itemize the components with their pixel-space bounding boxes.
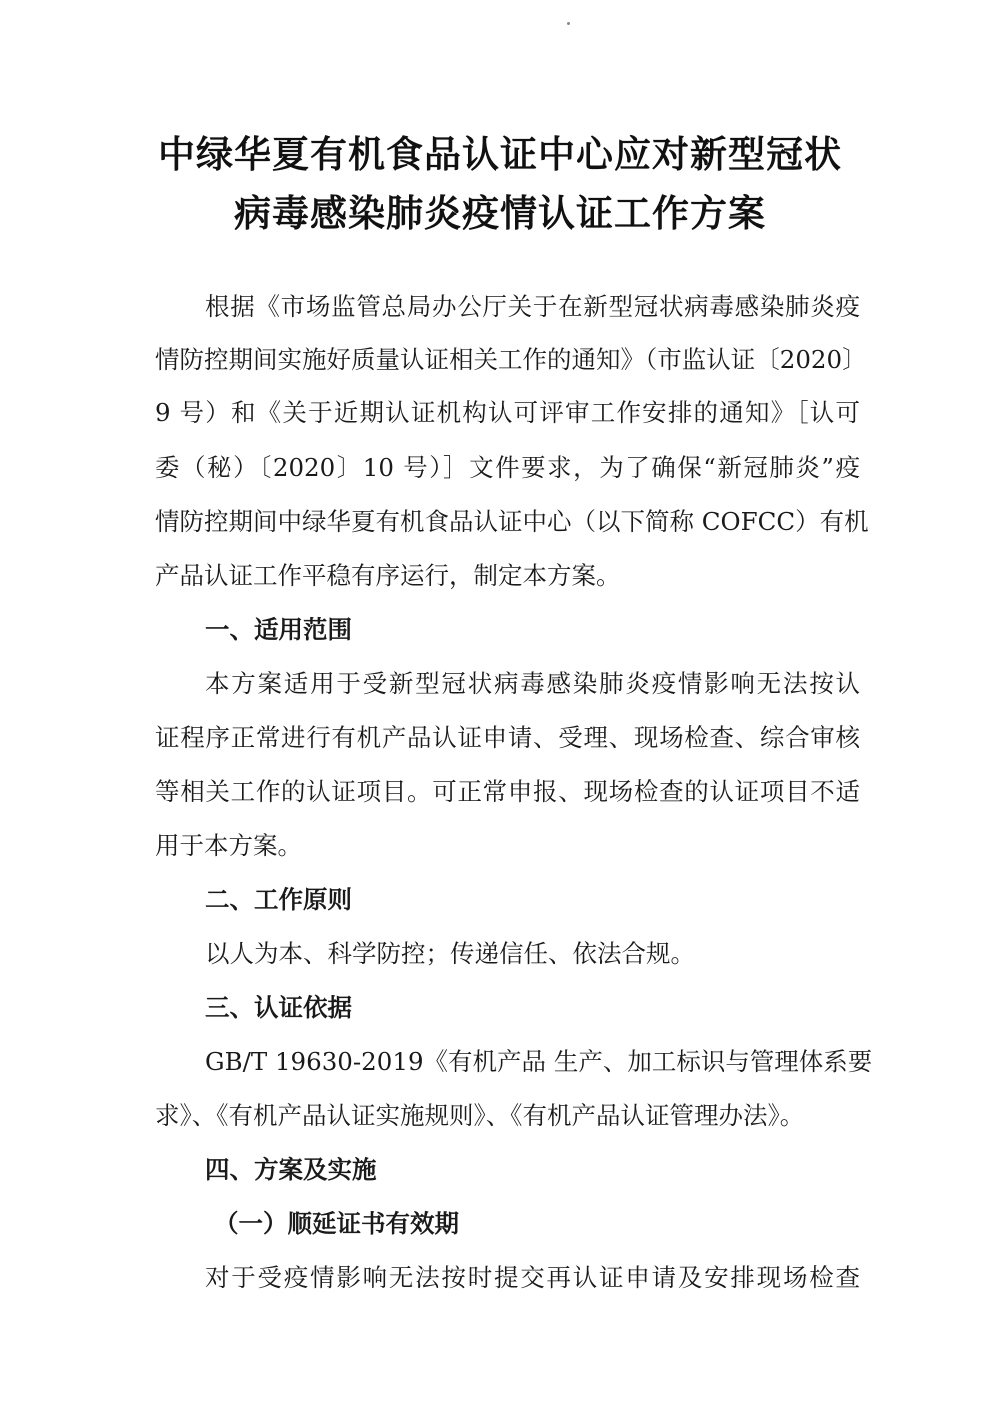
- section-heading-principles: 二、工作原则: [205, 885, 352, 914]
- intro-line: 产品认证工作平稳有序运行，制定本方案。: [155, 561, 621, 590]
- principles-line: 以人为本、科学防控；传递信任、依法合规。: [205, 939, 695, 968]
- extension-line: 对于受疫情影响无法按时提交再认证申请及安排现场检查: [205, 1263, 860, 1292]
- basis-line: GB/T 19630-2019《有机产品 生产、加工标识与管理体系要: [205, 1047, 873, 1076]
- section-heading-scope: 一、适用范围: [205, 615, 352, 644]
- subsection-heading-certificate-extension: （一）顺延证书有效期: [214, 1209, 459, 1238]
- basis-line: 求》、《有机产品认证实施规则》、《有机产品认证管理办法》。: [155, 1101, 805, 1130]
- scope-line: 等相关工作的认证项目。可正常申报、现场检查的认证项目不适: [155, 777, 860, 806]
- intro-line: 情防控期间中绿华夏有机食品认证中心（以下简称 COFCC）有机: [155, 507, 869, 536]
- scan-dot: [567, 22, 570, 25]
- intro-line: 根据《市场监管总局办公厅关于在新型冠状病毒感染肺炎疫: [205, 292, 860, 321]
- document-title-line-1: 中绿华夏有机食品认证中心应对新型冠状: [158, 133, 842, 176]
- section-heading-implementation: 四、方案及实施: [205, 1155, 377, 1184]
- scope-line: 证程序正常进行有机产品认证申请、受理、现场检查、综合审核: [155, 723, 860, 752]
- intro-line: 委（秘）〔2020〕10 号）］文件要求，为了确保“新冠肺炎”疫: [155, 453, 860, 482]
- scope-line: 用于本方案。: [155, 831, 302, 860]
- intro-line: 情防控期间实施好质量认证相关工作的通知》（市监认证〔2020〕: [155, 345, 867, 374]
- scope-line: 本方案适用于受新型冠状病毒感染肺炎疫情影响无法按认: [205, 669, 860, 698]
- intro-line: 9 号）和《关于近期认证机构认可评审工作安排的通知》［认可: [155, 398, 860, 427]
- section-heading-basis: 三、认证依据: [205, 993, 352, 1022]
- document-title-line-2: 病毒感染肺炎疫情认证工作方案: [234, 192, 766, 235]
